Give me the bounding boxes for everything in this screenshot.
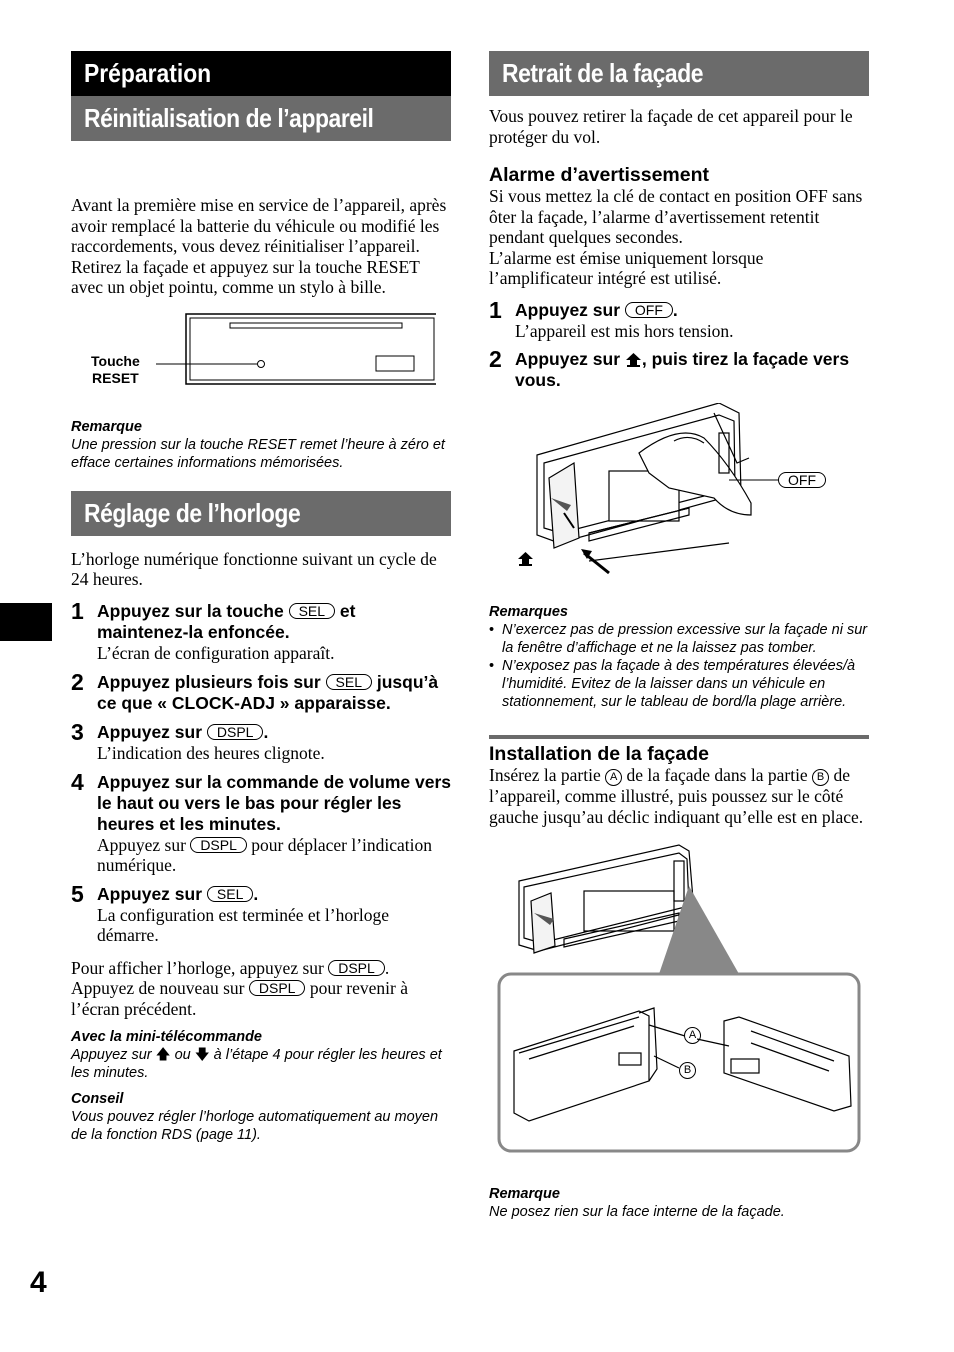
reset-figure <box>71 310 451 418</box>
left-column <box>71 51 451 1144</box>
detach-notes-heading: Remarques <box>489 604 568 620</box>
remote-text: Appuyez sur 🡅 ou 🡇 à l’étape 4 pour régler les heures et les minutes. <box>71 1047 442 1081</box>
sel-key: SEL <box>289 603 335 619</box>
down-arrow-icon: 🡇 <box>194 1047 210 1063</box>
unit-front-illustration <box>156 312 436 392</box>
clock-heading: Réglage de l’horloge <box>71 491 451 536</box>
tip-heading: Conseil <box>71 1091 124 1107</box>
attach-note-text: Ne posez rien sur la face interne de la façade. <box>489 1204 785 1220</box>
tip-text: Vous pouvez régler l’horloge automatiquement au moyen de la fonction RDS (page 11). <box>71 1109 439 1143</box>
label-a-icon: A <box>684 1027 701 1044</box>
clock-intro: L’horloge numérique fonctionne suivant un cycle de 24 heures. <box>71 548 437 589</box>
alarm-text-1: Si vous mettez la clé de contact en position OFF sans ôter la façade, l’alarme d’avertissement retentit pendant quelques secondes. <box>489 186 863 247</box>
detach-illustration <box>489 403 869 603</box>
detach-step-1: 1 Appuyez sur OFF . L’appareil est mis hors tension. <box>489 296 734 341</box>
reset-heading: Réinitialisation de l’appareil <box>71 96 451 141</box>
list-item: • N’exercez pas de pression excessive sur la façade ni sur la fenêtre d’affichage et ne la laissez pas tomber. <box>489 621 869 657</box>
section-tab-marker <box>0 603 52 641</box>
label-b-icon: B <box>679 1062 696 1079</box>
label-b-icon: B <box>812 769 829 786</box>
attach-figure <box>489 841 869 1181</box>
clock-step-1: 1 Appuyez sur la touche SEL et maintenez-la enfoncée. L’écran de configuration apparaît. <box>71 597 356 663</box>
clock-outro: Pour afficher l’horloge, appuyez sur DSPL . Appuyez de nouveau sur DSPL pour revenir à l’écran précédent. <box>71 957 408 1019</box>
release-button-icon <box>625 352 642 367</box>
reset-paragraph-1: Avant la première mise en service de l’appareil, après avoir remplacé la batterie du véhicule ou modifié les raccordements, vous devez réinitialiser l’appareil. <box>71 195 447 256</box>
label-a-icon: A <box>605 769 622 786</box>
reset-note-heading: Remarque <box>71 418 142 435</box>
reset-button-icon <box>258 360 265 367</box>
dspl-key: DSPL <box>249 980 306 996</box>
clock-step-5: 5 Appuyez sur SEL . La configuration est terminée et l’horloge démarre. <box>71 880 390 945</box>
dspl-key: DSPL <box>207 724 264 740</box>
alarm-heading: Alarme d’avertissement <box>489 164 710 186</box>
up-arrow-icon: 🡅 <box>155 1047 171 1063</box>
detach-intro: Vous pouvez retirer la façade de cet appareil pour le protéger du vol. <box>489 106 853 147</box>
detach-figure <box>489 403 869 603</box>
detach-heading: Retrait de la façade <box>489 51 869 96</box>
list-item: • N’exposez pas la façade à des températures élevées/à l’humidité. Evitez de la laisser dans un véhicule en stationnement, sur le tableau de bord/la plage arrière. <box>489 657 869 711</box>
off-key: OFF <box>778 472 826 488</box>
clock-step-3: 3 Appuyez sur DSPL . L’indication des heures clignote. <box>71 719 325 763</box>
off-key: OFF <box>625 302 673 318</box>
page-number: 4 <box>30 1266 47 1299</box>
sel-key: SEL <box>207 886 253 902</box>
reset-paragraph-2: Retirez la façade et appuyez sur la touche RESET avec un objet pointu, comme un stylo à bille. <box>71 256 420 297</box>
section-title: Préparation <box>71 51 451 96</box>
clock-step-2: 2 Appuyez plusieurs fois sur SEL jusqu’à ce que « CLOCK-ADJ » apparaisse. <box>71 669 439 713</box>
clock-step-4: 4 Appuyez sur la commande de volume vers le haut ou vers le bas pour régler les heures et les minutes. Appuyez sur DSPL pour déplacer l’indication numérique. <box>71 768 452 875</box>
dspl-key: DSPL <box>328 960 385 976</box>
detach-step-2: 2 Appuyez sur , puis tirez la façade vers vous. <box>489 346 850 390</box>
alarm-text-2: L’alarme est émise uniquement lorsque l’amplificateur intégré est utilisé. <box>489 247 764 288</box>
attach-illustration <box>489 841 869 1181</box>
right-column <box>489 51 869 1221</box>
dspl-key: DSPL <box>190 837 247 853</box>
sel-key: SEL <box>326 674 372 690</box>
attach-text: Insérez la partie A de la façade dans la partie B de l’appareil, comme illustré, puis poussez sur le côté gauche jusqu’au déclic indiquant qu’elle est en place. <box>489 765 864 827</box>
reset-note-text: Une pression sur la touche RESET remet l’heure à zéro et efface certaines informations mémorisées. <box>71 436 445 471</box>
release-button-icon <box>517 551 534 566</box>
reset-figure-label: Touche RESET <box>91 352 140 386</box>
attach-heading: Installation de la façade <box>489 743 709 765</box>
detach-notes-list <box>489 621 869 711</box>
remote-heading: Avec la mini-télécommande <box>71 1029 262 1045</box>
attach-note-heading: Remarque <box>489 1186 560 1202</box>
